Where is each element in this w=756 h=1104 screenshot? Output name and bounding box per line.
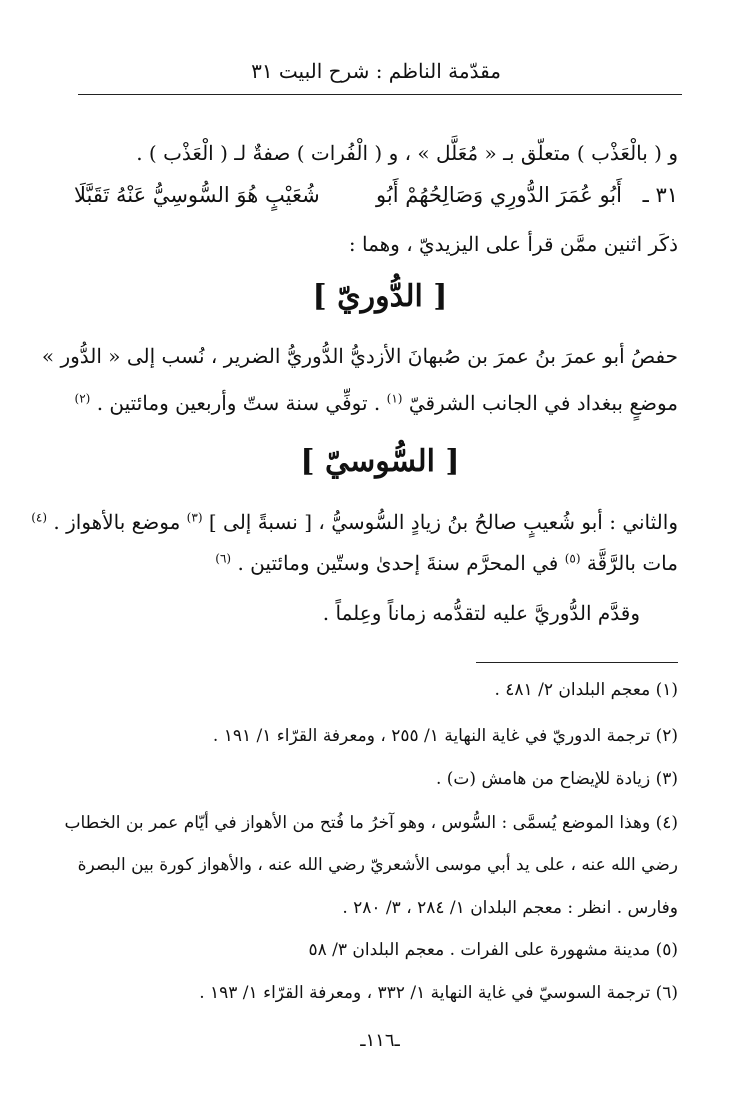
footnote-ref-3[interactable]: (٣) (186, 510, 203, 525)
body-line-1: و ( بالْعَذْب ) متعلّق بـ « مُعَلَّل » ، و ( الْفُرات ) صفةٌ لـ ( الْعَذْب ) . (136, 141, 678, 165)
footnote-ref-6[interactable]: (٦) (215, 551, 232, 566)
body-line-3: ذكَر اثنين ممَّن قرأ على اليزيديّ ، وهما : (348, 232, 678, 256)
footnote-1: (١) معجم البلدان ٢/ ٤٨١ . (494, 680, 678, 700)
running-header: مقدّمة الناظم : شرح البيت ٣١ (251, 59, 501, 83)
body-line-7-rest: في المحرَّم سنةَ إحدىٰ وستّين ومائتين . (237, 551, 559, 575)
footnote-3: (٣) زيادة للإيضاح من هامش (ت) . (435, 769, 678, 789)
body-line-6 (31, 505, 678, 539)
body-line-4: حفصُ أبو عمرَ بنُ عمرَ بن صُبهانَ الأزديُّ الدُّوريُّ الضرير ، نُسب إلى « الدُّور » (41, 344, 678, 368)
header-rule (78, 94, 682, 95)
body-line-7 (74, 546, 678, 580)
footnote-separator (476, 662, 678, 663)
section-heading-susi: [ السُّوسيّ ] (300, 444, 460, 479)
footnote-ref-1[interactable]: (١) (386, 391, 403, 406)
page-number: ـ١١٦ـ (360, 1030, 400, 1051)
body-line-5-text: موضعٍ ببغداد في الجانب الشرقيّ (408, 391, 678, 415)
footnote-2: (٢) ترجمة الدوريّ في غاية النهاية ١/ ٢٥٥ ، ومعرفة القرّاء ١/ ١٩١ . (212, 726, 678, 746)
footnote-5: (٥) مدينة مشهورة على الفرات . معجم البلدان ٣/ ٥٨ (308, 940, 678, 960)
footnote-ref-2[interactable]: (٢) (74, 391, 91, 406)
footnote-4-line-2: رضي الله عنه ، على يد أبي موسى الأشعريّ رضي الله عنه ، والأهواز كورة بين البصرة (77, 855, 678, 875)
verse-hemistich-2: شُعَيْبٍ هُوَ السُّوسِيُّ عَنْهُ تَقَبَّلَا (74, 183, 320, 207)
body-line-5-rest: . توفِّي سنة ستّ وأربعين ومائتين . (96, 391, 381, 415)
footnote-ref-4[interactable]: (٤) (31, 510, 48, 525)
footnote-4-line-1: (٤) وهذا الموضع يُسمَّى : السُّوس ، وهو آخرُ ما فُتح من الأهواز في أيّام عمر بن الخطاب (64, 813, 678, 833)
footnote-4-line-3: وفارس . انظر : معجم البلدان ١/ ٢٨٤ ، ٣/ ٢٨٠ . (342, 898, 678, 918)
section-heading-duri: [ الدُّوريّ ] (312, 279, 448, 314)
body-line-5 (74, 386, 678, 420)
body-line-6-text: والثاني : أبو شُعيبٍ صالحُ بنُ زيادٍ السُّوسيُّ ، [ نسبةً إلى ] (208, 510, 678, 534)
body-line-7-text: مات بالرَّقَّة (586, 551, 678, 575)
verse-hemistich-1: أَبُو عُمَرَ الدُّورِي وَصَالِحُهُمْ أَبُو (376, 183, 622, 207)
body-line-8: وقدَّم الدُّوريَّ عليه لتقدُّمه زماناً وعِلماً . (322, 601, 640, 625)
verse-number: ٣١ ـ (642, 183, 678, 207)
body-line-6-rest: موضع بالأهواز . (53, 510, 181, 534)
footnote-6: (٦) ترجمة السوسيّ في غاية النهاية ١/ ٣٣٢ ، ومعرفة القرّاء ١/ ١٩٣ . (199, 983, 678, 1003)
footnote-ref-5[interactable]: (٥) (564, 551, 581, 566)
